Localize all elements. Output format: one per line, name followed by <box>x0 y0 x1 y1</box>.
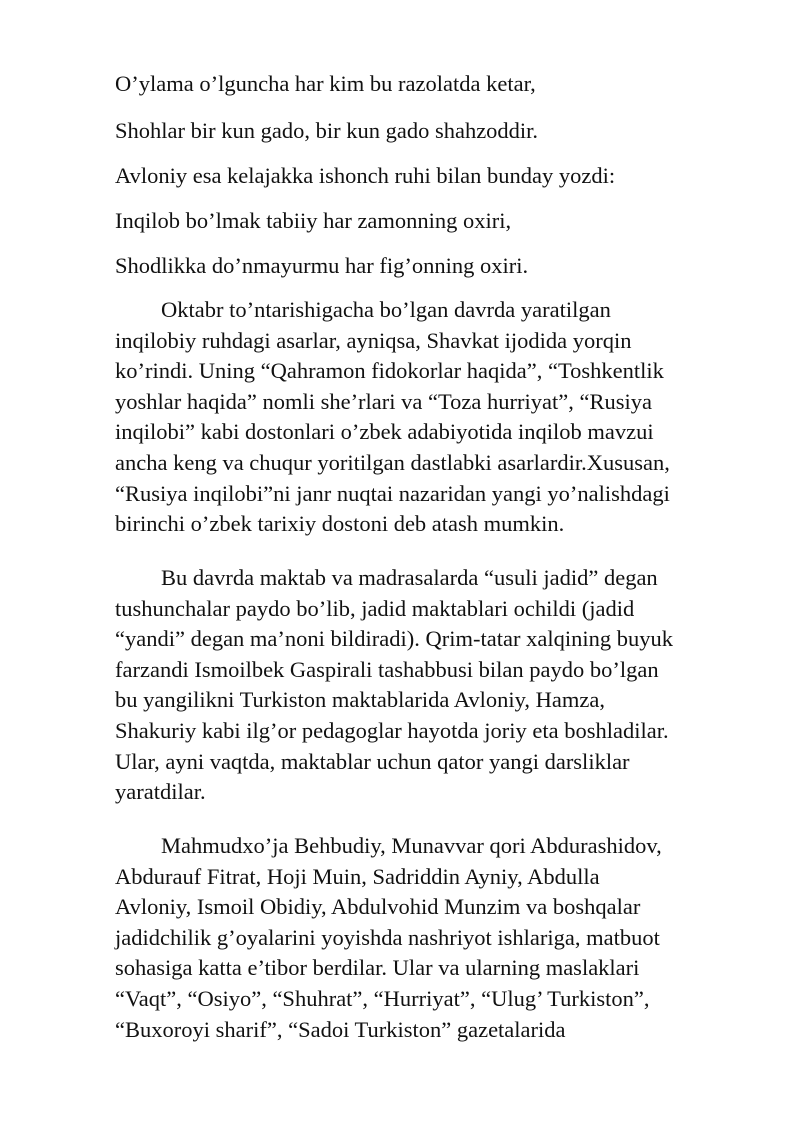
verse-line: Avloniy esa kelajakka ishonch ruhi bilan bunday yozdi: <box>115 163 616 188</box>
text-line: Mahmudxo’ja Behbudiy, Munavvar qori Abdurashidov, <box>161 833 662 858</box>
paragraph-press <box>115 831 715 1045</box>
text-line: “yandi” degan ma’noni bildiradi). Qrim-tatar xalqining buyuk <box>115 626 673 652</box>
text-line: sohasiga katta e’tibor berdilar. Ular va ularning maslaklari <box>115 955 640 981</box>
paragraph-shavkat <box>115 295 715 540</box>
text-line: jadidchilik g’oyalarini yoyishda nashriyot ishlariga, matbuot <box>115 924 660 950</box>
text-line: Oktabr to’ntarishigacha bo’lgan davrda yaratilgan <box>161 297 611 322</box>
text-line: ko’rindi. Uning “Qahramon fidokorlar haqida”, “Toshkentlik <box>115 358 664 384</box>
text-line: “Buxoroyi sharif”, “Sadoi Turkiston” gazetalarida <box>115 1016 566 1042</box>
text-line: tushunchalar paydo bo’lib, jadid maktablari ochildi (jadid <box>115 595 635 621</box>
text-line: inqilobiy ruhdagi asarlar, ayniqsa, Shavkat ijodida yorqin <box>115 327 632 353</box>
text-line: Abdurauf Fitrat, Hoji Muin, Sadriddin Ayniy, Abdulla <box>115 863 600 889</box>
text-line: Avloniy, Ismoil Obidiy, Abdulvohid Munzim va boshqalar <box>115 894 641 920</box>
verse-line: O’ylama o’lguncha har kim bu razolatda ketar, <box>115 71 536 96</box>
text-line: yoshlar haqida” nomli she’rlari va “Toza hurriyat”, “Rusiya <box>115 388 652 414</box>
text-line: farzandi Ismoilbek Gaspirali tashabbusi bilan paydo bo’lgan <box>115 656 659 682</box>
verse-line: Inqilob bo’lmak tabiiy har zamonning oxiri, <box>115 208 512 233</box>
text-line: birinchi o’zbek tarixiy dostoni deb atash mumkin. <box>115 511 565 537</box>
verse-line: Shodlikka do’nmayurmu har fig’onning oxiri. <box>115 253 529 278</box>
text-line: inqilobi” kabi dostonlari o’zbek adabiyotida inqilob mavzui <box>115 419 654 445</box>
text-line: ancha keng va chuqur yoritilgan dastlabki asarlardir.Xususan, <box>115 449 670 475</box>
text-line: Ular, ayni vaqtda, maktablar uchun qator yangi darsliklar <box>115 748 630 774</box>
text-line: “Rusiya inqilobi”ni janr nuqtai nazaridan yangi yo’nalishdagi <box>115 480 670 506</box>
text-line: bu yangilikni Turkiston maktablarida Avloniy, Hamza, <box>115 687 605 713</box>
text-line: Bu davrda maktab va madrasalarda “usuli jadid” degan <box>161 565 658 590</box>
verse-line: Shohlar bir kun gado, bir kun gado shahzoddir. <box>115 118 539 143</box>
text-line: yaratdilar. <box>115 779 206 805</box>
paragraph-jadid-schools <box>115 563 715 808</box>
text-line: Shakuriy kabi ilg’or pedagoglar hayotda joriy eta boshladilar. <box>115 717 669 743</box>
text-line: “Vaqt”, “Osiyo”, “Shuhrat”, “Hurriyat”, “Ulug’ Turkiston”, <box>115 985 650 1011</box>
